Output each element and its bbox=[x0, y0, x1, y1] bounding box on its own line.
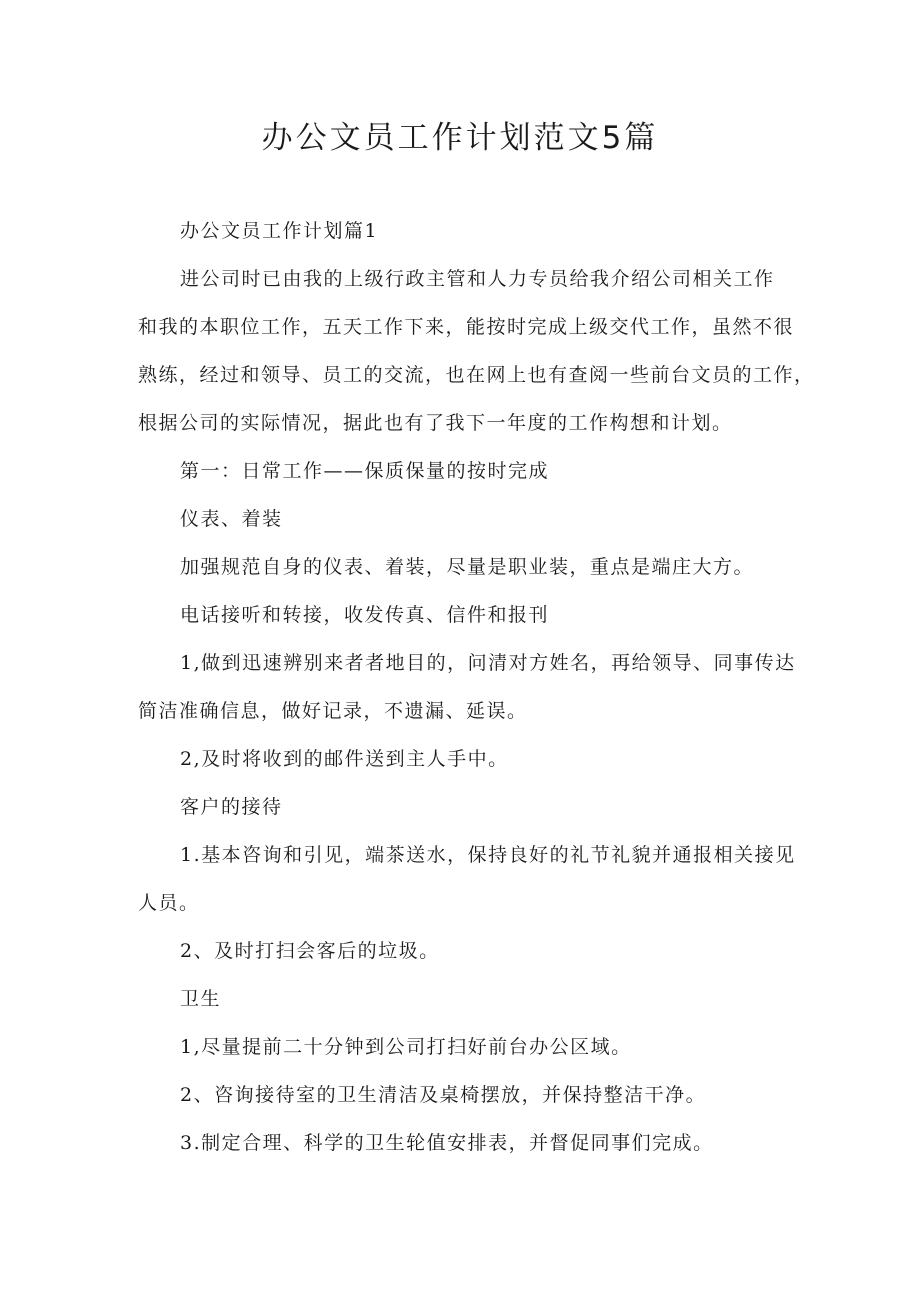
section-heading: 办公文员工作计划篇1 bbox=[180, 220, 379, 242]
paragraph-line: 加强规范自身的仪表、着装，尽量是职业装，重点是端庄大方。 bbox=[180, 556, 755, 578]
list-item: 1,尽量提前二十分钟到公司打扫好前台办公区域。 bbox=[180, 1036, 632, 1058]
document-title: 办公文员工作计划范文5篇 bbox=[261, 120, 659, 156]
list-item: 2、及时打扫会客后的垃圾。 bbox=[180, 940, 440, 962]
subsection-heading: 第一：日常工作——保质保量的按时完成 bbox=[180, 460, 550, 482]
list-item-continuation: 简洁准确信息，做好记录，不遗漏、延误。 bbox=[138, 700, 528, 722]
paragraph-line: 和我的本职位工作，五天工作下来，能按时完成上级交代工作，虽然不很 bbox=[138, 316, 795, 338]
list-item: 1.基本咨询和引见，端茶送水，保持良好的礼节礼貌并通报相关接见 bbox=[180, 844, 796, 866]
list-item: 2、咨询接待室的卫生清洁及桌椅摆放，并保持整洁干净。 bbox=[180, 1084, 707, 1106]
list-item: 1,做到迅速辨别来者者地目的，问清对方姓名，再给领导、同事传达 bbox=[180, 652, 796, 674]
item-heading: 客户的接待 bbox=[180, 796, 283, 818]
list-item: 3.制定合理、科学的卫生轮值安排表，并督促同事们完成。 bbox=[180, 1132, 714, 1154]
item-heading: 卫生 bbox=[180, 988, 222, 1010]
document-body bbox=[138, 207, 815, 1167]
paragraph-line: 根据公司的实际情况，据此也有了我下一年度的工作构想和计划。 bbox=[138, 412, 733, 434]
paragraph-line: 进公司时已由我的上级行政主管和人力专员给我介绍公司相关工作 bbox=[180, 268, 775, 290]
list-item: 2,及时将收到的邮件送到主人手中。 bbox=[180, 748, 509, 770]
item-heading: 仪表、着装 bbox=[180, 508, 283, 530]
list-item-continuation: 人员。 bbox=[138, 892, 200, 914]
item-heading: 电话接听和转接，收发传真、信件和报刊 bbox=[180, 604, 550, 626]
paragraph-line: 熟练，经过和领导、员工的交流，也在网上也有查阅一些前台文员的工作， bbox=[138, 364, 815, 386]
